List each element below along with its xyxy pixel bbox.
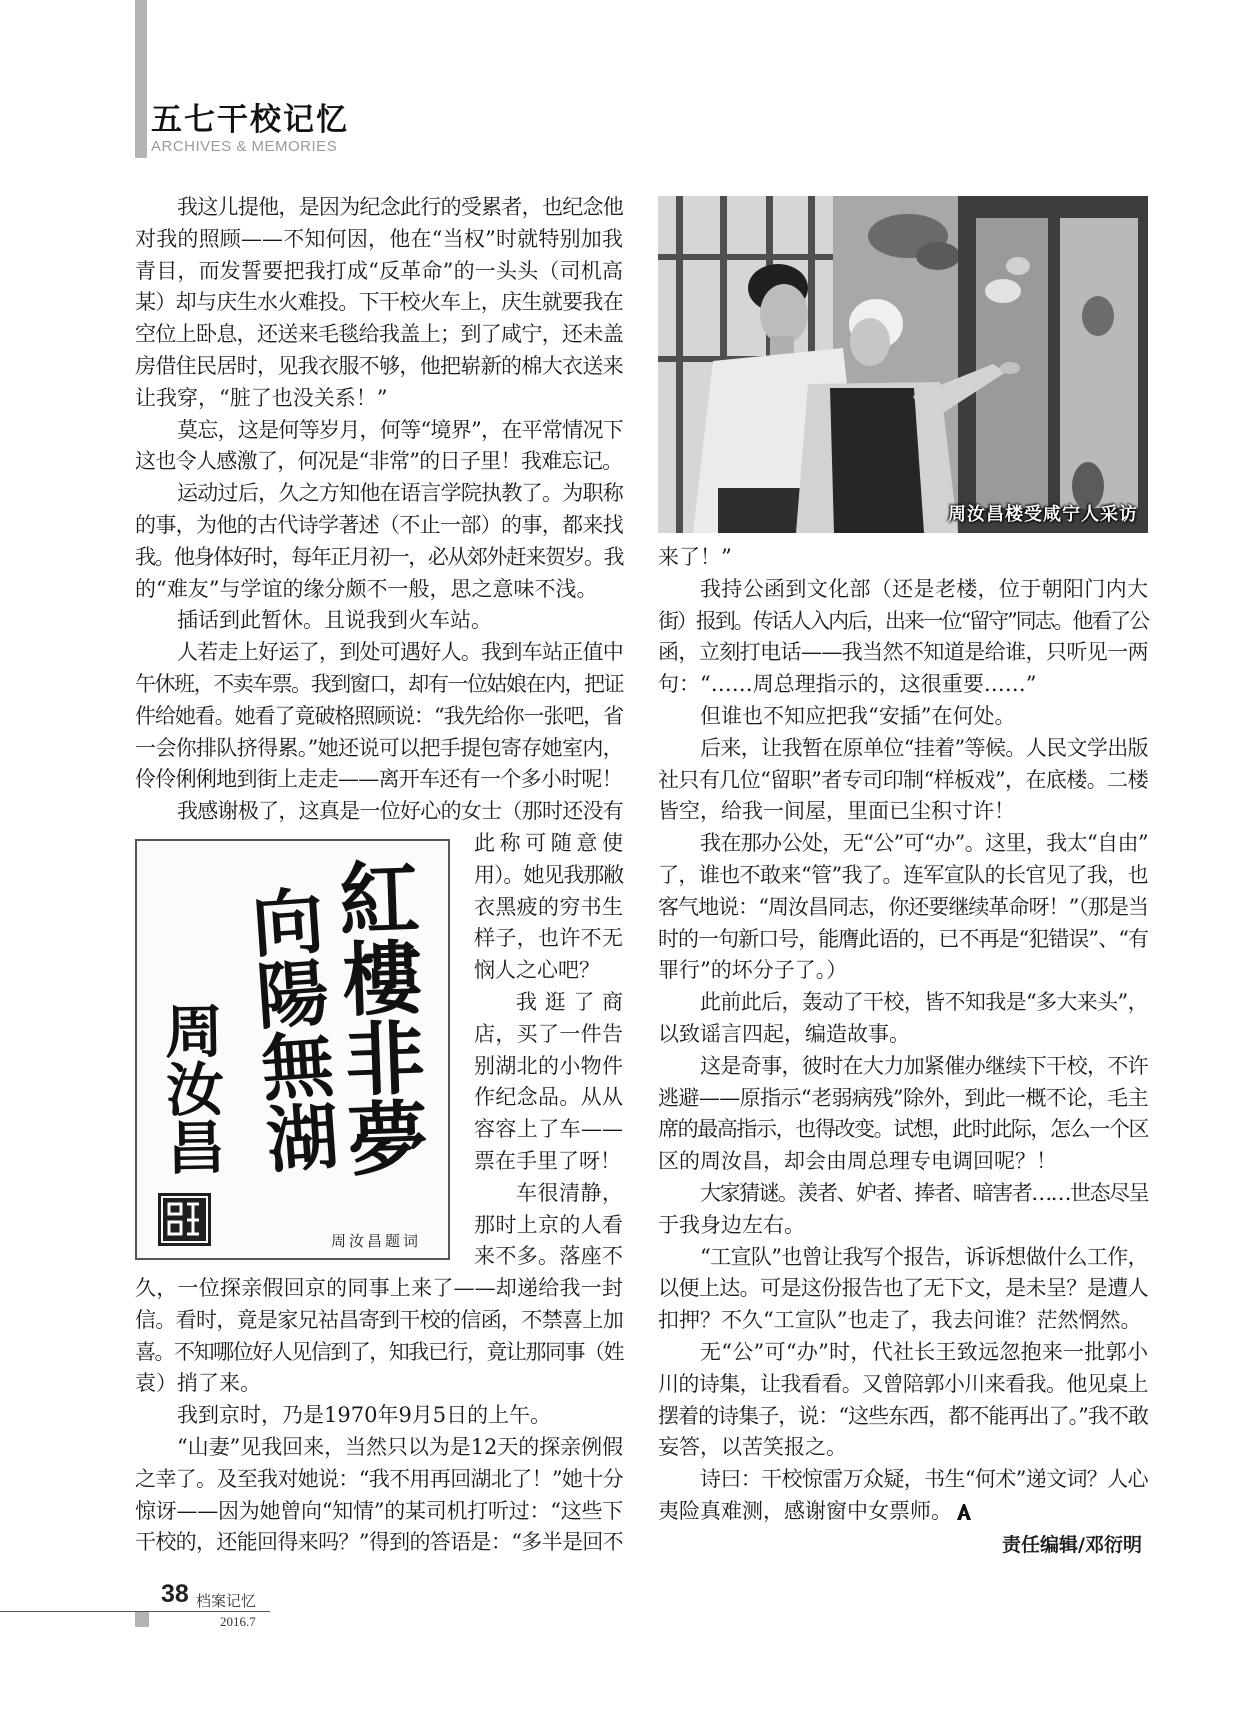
text-line: 句：“……周总理指示的，这很重要……” bbox=[658, 672, 1037, 697]
text-line: 袁）捎了来。 bbox=[135, 1371, 261, 1396]
text-line: 摆着的诗集子，说：“这些东西，都不能再出了。”我不敢 bbox=[658, 1403, 1148, 1428]
photo bbox=[658, 196, 1148, 533]
text-line: 样子，也许不无 bbox=[474, 926, 623, 951]
text-line: 作纪念品。从从 bbox=[474, 1085, 623, 1110]
magazine-name: 档案记忆 bbox=[196, 1592, 257, 1610]
text-line: 午休班，不卖车票。我到窗口，却有一位姑娘在内，把证 bbox=[135, 671, 623, 696]
text-line: 别湖北的小物件 bbox=[474, 1053, 623, 1078]
text-line: 客气地说：“周汝昌同志，你还要继续革命呀！”（那是当 bbox=[658, 894, 1148, 919]
calligraphy-column: 向陽無湖 bbox=[237, 882, 342, 1176]
footer-accent-block bbox=[135, 1612, 149, 1627]
header-accent-bar bbox=[135, 0, 147, 158]
text-line: 运动过后，久之方知他在语言学院执教了。为职称 bbox=[177, 481, 623, 506]
text-line: 用）。她见我那敝 bbox=[474, 862, 623, 887]
text-line: 我到京时，乃是1970年9月5日的上午。 bbox=[177, 1403, 552, 1428]
seal-stamp bbox=[157, 1192, 212, 1247]
text-line: 皆空，给我一间屋，里面已尘积寸许！ bbox=[658, 799, 1015, 824]
text-line: 衣黑疲的穷书生 bbox=[474, 894, 623, 919]
text-line: 这是奇事，彼时在大力加紧催办继续下干校，不许 bbox=[700, 1053, 1148, 1078]
text-line: 此称可随意使 bbox=[474, 830, 623, 855]
text-line: 街）报到。传话人入内后，出来一位“留守”同志。他看了公 bbox=[658, 608, 1148, 633]
end-mark-icon bbox=[956, 1503, 972, 1521]
text-line: 惊讶——因为她曾向“知情”的某司机打听过：“这些下 bbox=[135, 1498, 623, 1523]
text-line: 我这儿提他，是因为纪念此行的受累者，也纪念他 bbox=[177, 195, 623, 219]
text-line: 一会你排队挤得累。”她还说可以把手提包寄存她室内， bbox=[135, 735, 623, 760]
photo-caption: 周汝昌楼受咸宁人采访 bbox=[948, 504, 1138, 525]
calligraphy-box bbox=[135, 839, 450, 1260]
text-line: 插话到此暂休。且说我到火车站。 bbox=[177, 608, 492, 633]
text-line: 我持公函到文化部（还是老楼，位于朝阳门内大 bbox=[700, 576, 1148, 601]
text-line: 席的最高指示，也得改变。试想，此时此际，怎么一个区 bbox=[658, 1117, 1148, 1142]
text-line: 时的一句新口号，能膺此语的，已不再是“犯错误”、“有 bbox=[658, 926, 1148, 951]
text-line: 悯人之心吧？ bbox=[474, 958, 600, 983]
text-line: 人若走上好运了，到处可遇好人。我到车站正值中 bbox=[177, 640, 623, 665]
text-line: 来不多。落座不 bbox=[474, 1244, 623, 1269]
text-line: 社只有几位“留职”者专司印制“样板戏”，在底楼。二楼 bbox=[658, 767, 1148, 792]
text-line: 之幸了。及至我对她说：“我不用再回湖北了！”她十分 bbox=[135, 1466, 623, 1491]
text-line: 我在那办公处，无“公”可“办”。这里，我太“自由” bbox=[700, 831, 1148, 856]
text-line: 票在手里了呀！ bbox=[474, 1148, 621, 1173]
text-line-with-end-mark bbox=[658, 1496, 1148, 1528]
text-line: 这也令人感激了，何况是“非常”的日子里！我难忘记。 bbox=[135, 449, 623, 474]
interview-photo bbox=[658, 196, 1148, 533]
text-line: 喜。不知哪位好人见信到了，知我已行，竟让那同事（姓 bbox=[135, 1339, 623, 1364]
text-line: 容容上了车—— bbox=[474, 1117, 623, 1142]
text-line: 久，一位探亲假回京的同事上来了——却递给我一封 bbox=[135, 1276, 623, 1301]
text-line: 某）却与庆生水火难投。下干校火车上，庆生就要我在 bbox=[135, 290, 623, 315]
text-line: 来了！” bbox=[658, 545, 732, 569]
text-line: 信。看时，竟是家兄祜昌寄到干校的信函，不禁喜上加 bbox=[135, 1307, 623, 1332]
text-line: 函，立刻打电话——我当然不知道是给谁，只听见一两 bbox=[658, 640, 1148, 665]
right-column bbox=[658, 542, 1148, 1528]
responsible-editor: 责任编辑/邓衍明 bbox=[1002, 1534, 1142, 1556]
calligraphy-column: 紅樓非夢 bbox=[324, 855, 430, 1179]
text-line: 大家猜谜。羡者、妒者、捧者、暗害者……世态尽呈 bbox=[700, 1180, 1148, 1205]
text-line: 扣押？不久“工宣队”也走了，我去问谁？茫然惘然。 bbox=[658, 1308, 1142, 1333]
text-line: 区的周汝昌，却会由周总理专电调回呢？！ bbox=[658, 1149, 1057, 1174]
text-line: 莫忘，这是何等岁月，何等“境界”，在平常情况下 bbox=[177, 417, 623, 442]
text-line: 房借住民居时，见我衣服不够，他把崭新的棉大衣送来 bbox=[135, 353, 623, 378]
text-line: 我。他身体好时，每年正月初一，必从郊外赶来贺岁。我 bbox=[135, 544, 623, 569]
text-line: 诗曰：干校惊雷万众疑，书生“何术”递文词？人心 bbox=[700, 1467, 1148, 1492]
text-line: 川的诗集，让我看看。又曾陪郭小川来看我。他见桌上 bbox=[658, 1371, 1148, 1396]
section-title: 五七干校记忆 bbox=[151, 102, 349, 138]
text-line: 以致谣言四起，编造故事。 bbox=[658, 1021, 910, 1046]
text-line: 逃避——原指示“老弱病残”除外，到此一概不论，毛主 bbox=[658, 1085, 1148, 1110]
text-line: 以便上达。可是这份报告也了无下文，是未呈？是遭人 bbox=[658, 1276, 1148, 1301]
text-line: “工宣队”也曾让我写个报告，诉诉想做什么工作， bbox=[700, 1244, 1148, 1269]
calligraphy-signature: 周汝昌 bbox=[154, 1000, 226, 1176]
text-line: 此前此后，轰动了干校，皆不知我是“多大来头”， bbox=[700, 990, 1148, 1015]
text-line: 那时上京的人看 bbox=[474, 1212, 623, 1237]
text-line-text: 夷险真难测，感谢窗中女票师。 bbox=[658, 1498, 952, 1523]
text-line: 罪行”的坏分子了。） bbox=[658, 958, 848, 983]
text-line: 的“难友”与学谊的缘分颇不一般，思之意味不浅。 bbox=[135, 576, 598, 601]
text-line: 青目，而发誓要把我打成“反革命”的一头头（司机高 bbox=[135, 258, 623, 283]
text-line: 伶伶俐俐地到街上走走——离开车还有一个多小时呢！ bbox=[135, 767, 622, 792]
text-line: 我逛了商 bbox=[516, 989, 623, 1014]
text-line: 让我穿，“脏了也没关系！” bbox=[135, 385, 388, 410]
text-line: 于我身边左右。 bbox=[658, 1212, 805, 1237]
text-line: 店，买了一件告 bbox=[474, 1021, 623, 1046]
page-number: 38 bbox=[161, 1580, 189, 1608]
text-line: 妄答，以苦笑报之。 bbox=[658, 1435, 847, 1460]
text-line: 无“公”可“办”时，代社长王致远忽抱来一批郭小 bbox=[700, 1339, 1148, 1364]
text-line: 我感谢极了，这真是一位好心的女士（那时还没有 bbox=[177, 799, 623, 824]
text-line: 后来，让我暂在原单位“挂着”等候。人民文学出版 bbox=[700, 735, 1148, 760]
issue-date: 2016.7 bbox=[220, 1614, 256, 1629]
text-line: 的事，为他的古代诗学著述（不止一部）的事，都来找 bbox=[135, 512, 623, 537]
text-line: 车很清静， bbox=[516, 1180, 623, 1205]
text-line: 空位上卧息，还送来毛毯给我盖上；到了咸宁，还未盖 bbox=[135, 322, 623, 347]
text-line: “山妻”见我回来，当然只以为是12天的探亲例假 bbox=[177, 1435, 623, 1460]
text-line: 对我的照顾——不知何因，他在“当权”时就特别加我 bbox=[135, 226, 623, 251]
text-line: 了，谁也不敢来“管”我了。连军宣队的长官见了我，也 bbox=[658, 862, 1148, 887]
calligraphy-caption: 周汝昌题词 bbox=[331, 1232, 422, 1250]
text-line: 干校的，还能回得来吗？”得到的答语是：“多半是回不 bbox=[135, 1530, 623, 1555]
section-subtitle: ARCHIVES & MEMORIES bbox=[151, 138, 338, 155]
text-line: 件给她看。她看了竟破格照顾说：“我先给你一张吧，省 bbox=[135, 703, 623, 728]
text-line: 但谁也不知应把我“安插”在何处。 bbox=[700, 703, 1016, 728]
